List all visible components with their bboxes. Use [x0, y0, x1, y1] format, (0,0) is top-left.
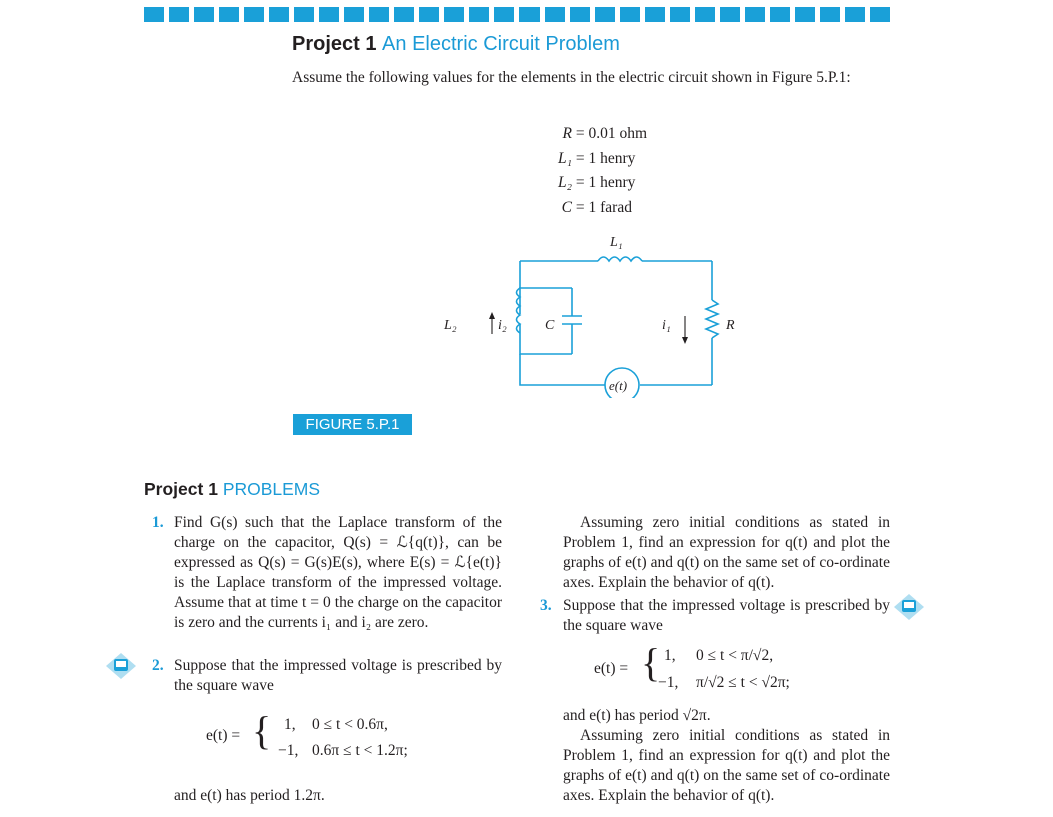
p2-case1-value: 1,	[284, 716, 296, 733]
p2-case1-cond: 0 ≤ t < 0.6π,	[312, 716, 388, 733]
problem-1-number: 1.	[152, 514, 164, 531]
p3-eq-lhs: e(t) =	[594, 660, 629, 677]
header-color-bar	[144, 7, 890, 22]
label-c: C	[545, 318, 555, 333]
p2-brace: {	[252, 708, 272, 753]
problem-1-text: Find G(s) such that the Laplace transform of the charge on the capacitor, Q(s) = ℒ{q(t)}, can be expressed as Q(s) = G(s)E(s), where E(s) = ℒ{e(t)} is the Laplace transform of the impressed voltage. Assume that at time t = 0 the charge on the capacitor is zero and the currents i₁ and i₂ are zero.	[174, 514, 502, 631]
problem-3-continuation: Assuming zero initial conditions as stated in Problem 1, find an expression for q(t) and plot the graphs of e(t) and q(t) on the same set of co-ordinate axes. Explain the behavior of q(t).	[563, 727, 890, 804]
label-l1: L₁	[610, 235, 623, 250]
problem-2-after: and e(t) has period 1.2π.	[174, 787, 325, 804]
cd-icon[interactable]	[106, 653, 136, 679]
p2-eq-lhs: e(t) =	[206, 727, 241, 744]
problem-2-text: Suppose that the impressed voltage is prescribed by the square wave	[174, 657, 502, 694]
problem-3-after: and e(t) has period √2π.	[563, 707, 711, 724]
value-c: C = 1 farad	[561, 198, 632, 216]
p2-case2-value: −1,	[278, 742, 299, 759]
value-l2: L₂ = 1 henry	[557, 174, 636, 191]
project-title	[292, 33, 620, 56]
problems-heading: Project 1 PROBLEMS	[144, 479, 321, 499]
label-r: R	[726, 318, 735, 333]
problem-2-number: 2.	[152, 657, 164, 674]
project-title-text: An Electric Circuit Problem	[382, 33, 620, 55]
problem-3-text: Suppose that the impressed voltage is prescribed by the square wave	[563, 597, 890, 634]
p3-case1-cond: 0 ≤ t < π/√2,	[696, 647, 774, 664]
value-r: R = 0.01 ohm	[562, 125, 648, 142]
figure-label: FIGURE 5.P.1	[293, 414, 412, 435]
p3-case2-value: −1,	[658, 674, 679, 691]
label-l2: L₂	[444, 318, 457, 333]
project-label: Project 1	[292, 33, 377, 55]
p3-case2-cond: π/√2 ≤ t < √2π;	[696, 674, 790, 691]
problem-3-number: 3.	[540, 597, 552, 614]
value-l1: L₁ = 1 henry	[557, 149, 636, 167]
p3-brace: {	[641, 640, 661, 685]
label-source: e(t)	[609, 378, 628, 393]
problem-2-continuation: Assuming zero initial conditions as stated in Problem 1, find an expression for q(t) and plot the graphs of e(t) and q(t) on the same set of co-ordinate axes. Explain the behavior of q(t).	[563, 514, 890, 591]
circuit-diagram	[430, 228, 750, 398]
intro-paragraph: Assume the following values for the elements in the electric circuit shown in Figure 5.P.1:	[292, 69, 851, 86]
element-values	[538, 122, 647, 220]
p3-case1-value: 1,	[664, 647, 676, 664]
p2-case2-cond: 0.6π ≤ t < 1.2π;	[312, 742, 408, 759]
label-i2: i₂	[498, 318, 507, 333]
cd-icon[interactable]	[894, 594, 924, 620]
label-i1: i₁	[662, 318, 671, 333]
